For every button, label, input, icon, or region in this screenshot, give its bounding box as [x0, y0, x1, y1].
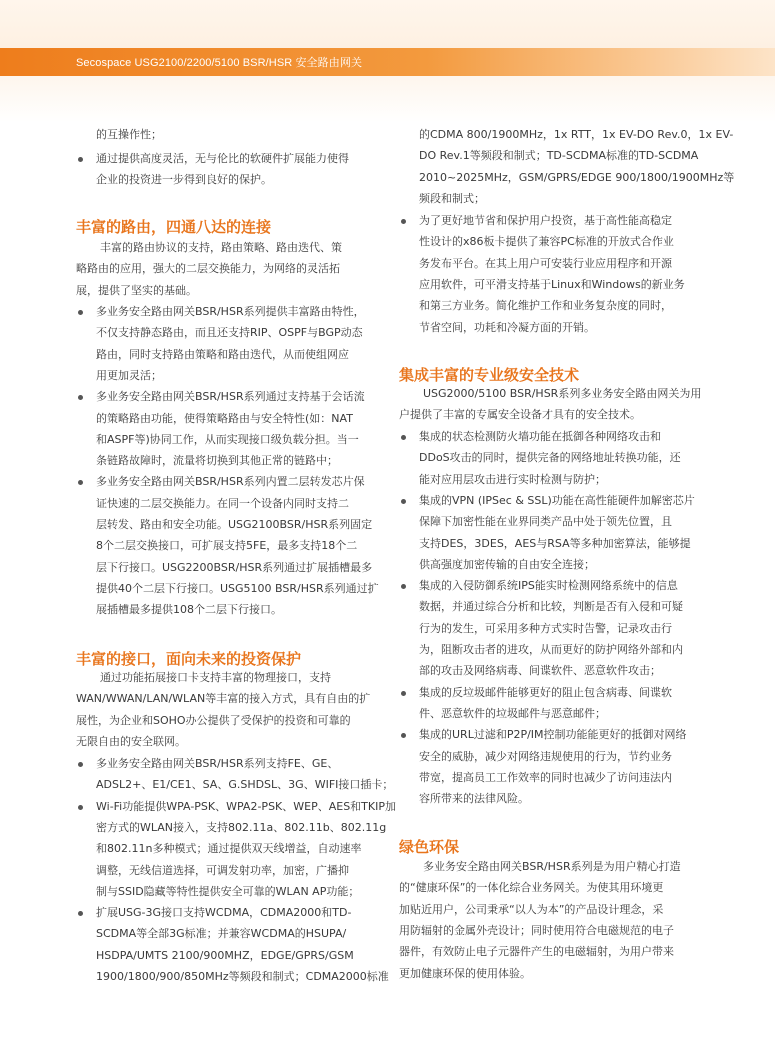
paragraph-line: 展性，为企业和SOHO办公提供了受保护的投资和可靠的 — [76, 713, 351, 727]
bullet-text-line: 企业的投资进一步得到良好的保护。 — [96, 173, 272, 187]
bullet-text-line: 集成的状态检测防火墙功能在抵御各种网络攻击和 — [419, 430, 661, 443]
paragraph-line: 通过功能拓展接口卡支持丰富的物理接口，支持 — [100, 671, 331, 684]
bullet-text-line: 和ASPF等)协同工作，从而实现接口级负载分担。当一 — [96, 432, 359, 446]
bullet-dot — [78, 310, 83, 315]
text-line: 的互操作性； — [96, 128, 162, 141]
bullet-text-line: HSDPA/UMTS 2100/900MHZ，EDGE/GPRS/GSM — [96, 948, 354, 962]
bullet-text-line: 性设计的x86板卡提供了兼容PC标准的开放式合作业 — [419, 235, 674, 249]
bullet-text-line: 供高强度加密传输的自由安全连接； — [419, 557, 595, 571]
bullet-text-line: 多业务安全路由网关BSR/HSR系列支持FE、GE、 — [96, 757, 339, 770]
bullet-text-line: 8个二层交换接口，可扩展支持5FE，最多支持18个二 — [96, 539, 358, 553]
bullet-text-line: 的策略路由功能，使得策略路由与安全特性(如：NAT — [96, 411, 353, 425]
section-heading: 丰富的路由，四通八达的连接 — [76, 218, 272, 236]
paragraph-line: WAN/WWAN/LAN/WLAN等丰富的接入方式，具有自由的扩 — [76, 692, 371, 706]
bullet-text-line: 集成的反垃圾邮件能够更好的阻止包含病毒、间谍软 — [419, 685, 672, 699]
bullet-text-line: 容所带来的法律风险。 — [419, 792, 529, 806]
bullet-text-line: 1900/1800/900/850MHz等频段和制式；CDMA2000标准 — [96, 970, 389, 983]
section-heading: 丰富的接口，面向未来的投资保护 — [76, 650, 302, 668]
bullet-text-line: 用更加灵活； — [96, 368, 162, 382]
bullet-dot — [401, 499, 406, 504]
paragraph-line: 无限自由的安全联网。 — [76, 734, 186, 748]
bullet-dot — [78, 911, 83, 916]
bullet-dot — [401, 691, 406, 696]
bullet-dot — [78, 395, 83, 400]
bullet-text-line: 条链路故障时，流量将切换到其他正常的链路中； — [96, 454, 338, 468]
bullet-text-line: 部的攻击及网络病毒、间谍软件、恶意软件攻击； — [419, 664, 661, 678]
bullet-text-line: 制与SSID隐藏等特性提供安全可靠的WLAN AP功能； — [96, 884, 360, 898]
paragraph-line: 户提供了丰富的专属安全设备才具有的安全技术。 — [399, 408, 641, 422]
bullet-text-line: 行为的发生，可采用多种方式实时告警，记录攻击行 — [419, 621, 672, 635]
bullet-text-line: SCDMA等全部3G标准；并兼容WCDMA的HSUPA/ — [96, 927, 347, 941]
bullet-text-line: 层转发、路由和安全功能。USG2100BSR/HSR系列固定 — [96, 518, 373, 531]
text-line: 频段和制式； — [419, 191, 485, 205]
bullet-text-line: DDoS攻击的同时，提供完备的网络地址转换功能，还 — [419, 451, 681, 465]
bullet-dot — [78, 157, 83, 162]
bullet-dot — [401, 219, 406, 224]
bullet-text-line: 路由，同时支持路由策略和路由迭代，从而使组网应 — [96, 347, 349, 361]
bullet-text-line: 集成的VPN (IPSec & SSL)功能在高性能硬件加解密芯片 — [419, 493, 695, 507]
bullet-text-line: 集成的URL过滤和P2P/IM控制功能能更好的抵御对网络 — [419, 728, 687, 742]
bullet-text-line: 和802.11n多种模式；通过提供双天线增益，自动速率 — [96, 842, 362, 856]
text-line: 2010~2025MHz，GSM/GPRS/EDGE 900/1800/1900MHz等 — [419, 170, 735, 184]
bullet-dot — [401, 584, 406, 589]
bullet-text-line: 节省空间，功耗和冷凝方面的开销。 — [419, 320, 595, 334]
paragraph-line: 丰富的路由协议的支持，路由策略、路由迭代、策 — [100, 241, 342, 254]
paragraph-line: USG2000/5100 BSR/HSR系列多业务安全路由网关为用 — [423, 387, 702, 400]
bullet-text-line: 务发布平台。在其上用户可安装行业应用程序和开源 — [419, 256, 672, 270]
text-line: DO Rev.1等频段和制式；TD-SCDMA标准的TD-SCDMA — [419, 149, 699, 163]
bullet-text-line: 证快速的二层交换能力。在同一个设备内同时支持二 — [96, 496, 349, 510]
paragraph-line: 用防辐射的金属外壳设计；同时使用符合电磁规范的电子 — [399, 923, 674, 937]
bullet-dot — [78, 480, 83, 485]
bullet-text-line: 密方式的WLAN接入，支持802.11a、802.11b、802.11g — [96, 820, 387, 834]
bullet-text-line: 通过提供高度灵活，无与伦比的软硬件扩展能力使得 — [96, 152, 349, 165]
bullet-dot — [78, 762, 83, 767]
bullet-text-line: 提供40个二层下行接口。USG5100 BSR/HSR系列通过扩 — [96, 581, 379, 595]
bullet-text-line: 多业务安全路由网关BSR/HSR系列内置二层转发芯片保 — [96, 475, 365, 489]
bullet-text-line: 多业务安全路由网关BSR/HSR系列提供丰富路由特性， — [96, 305, 365, 318]
paragraph-line: 加贴近用户，公司秉承“以人为本”的产品设计理念，采 — [399, 902, 664, 916]
bullet-text-line: Wi-Fi功能提供WPA-PSK、WPA2-PSK、WEP、AES和TKIP加 — [96, 799, 396, 813]
paragraph-line: 多业务安全路由网关BSR/HSR系列是为用户精心打造 — [423, 860, 681, 873]
bullet-text-line: 应用软件，可平滑支持基于Linux和Windows的新业务 — [419, 277, 685, 291]
text-line: 的CDMA 800/1900MHz，1x RTT，1x EV-DO Rev.0，1x EV- — [419, 128, 734, 141]
bullet-text-line: 安全的威胁，减少对网络违规使用的行为，节约业务 — [419, 749, 672, 763]
bullet-text-line: 调整，无线信道选择，可调发射功率，加密，广播抑 — [96, 863, 349, 877]
bullet-text-line: 带宽，提高员工工作效率的同时也减少了访问违法内 — [419, 770, 672, 784]
bullet-text-line: 集成的入侵防御系统IPS能实时检测网络系统中的信息 — [419, 579, 678, 593]
bullet-dot — [401, 733, 406, 738]
bullet-text-line: 多业务安全路由网关BSR/HSR系列通过支持基于会话流 — [96, 390, 365, 404]
bullet-text-line: 能对应用层攻击进行实时检测与防护； — [419, 472, 606, 486]
paragraph-line: 略路由的应用，强大的二层交换能力，为网络的灵活拓 — [76, 262, 340, 276]
bullet-dot — [78, 805, 83, 810]
bullet-dot — [401, 435, 406, 440]
bullet-text-line: 扩展USG-3G接口支持WCDMA，CDMA2000和TD- — [96, 906, 352, 920]
paragraph-line: 的“健康环保”的一体化综合业务网关。为使其用环境更 — [399, 881, 664, 895]
section-heading: 集成丰富的专业级安全技术 — [399, 366, 580, 384]
bullet-text-line: ADSL2+、E1/CE1、SA、G.SHDSL、3G、WIFI接口插卡； — [96, 778, 394, 792]
bullet-text-line: 不仅支持静态路由，而且还支持RIP、OSPF与BGP动态 — [96, 326, 363, 340]
bullet-text-line: 件、恶意软件的垃圾邮件与恶意邮件； — [419, 706, 606, 720]
bullet-text-line: 层下行接口。USG2200BSR/HSR系列通过扩展插槽最多 — [96, 560, 373, 574]
bullet-text-line: 展插槽最多提供108个二层下行接口。 — [96, 603, 282, 617]
section-heading: 绿色环保 — [399, 838, 460, 856]
paragraph-line: 展，提供了坚实的基础。 — [76, 283, 197, 297]
bullet-text-line: 和第三方业务。简化维护工作和业务复杂度的同时， — [419, 299, 672, 313]
bullet-text-line: 保障下加密性能在业界同类产品中处于领先位置，且 — [419, 515, 672, 529]
paragraph-line: 更加健康环保的使用体验。 — [399, 966, 531, 980]
page-header-title: Secospace USG2100/2200/5100 BSR/HSR 安全路由网关 — [76, 57, 363, 69]
bullet-text-line: 支持DES，3DES，AES与RSA等多种加密算法，能够提 — [419, 536, 691, 550]
paragraph-line: 器件，有效防止电子元器件产生的电磁辐射，为用户带来 — [399, 945, 674, 959]
bullet-text-line: 为了更好地节省和保护用户投资，基于高性能高稳定 — [419, 214, 672, 227]
bullet-text-line: 为，阻断攻击者的进攻，从而更好的防护网络外部和内 — [419, 643, 683, 656]
bullet-text-line: 数据，并通过综合分析和比较，判断是否有入侵和可疑 — [419, 600, 683, 614]
